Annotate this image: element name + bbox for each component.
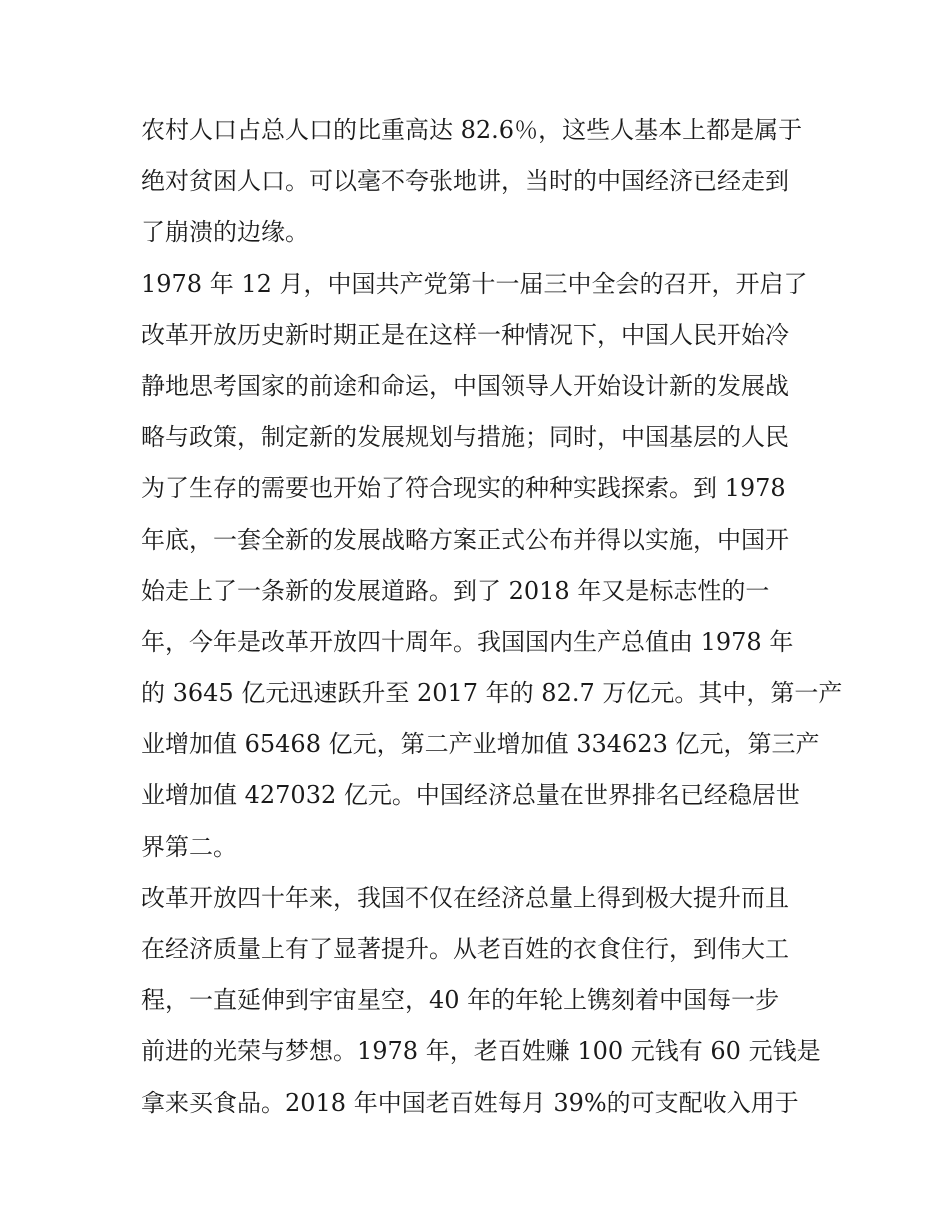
text-line: 改革开放历史新时期正是在这样一种情况下，中国人民开始冷 [141, 320, 789, 349]
text-line: 农村人口占总人口的比重高达 82.6％，这些人基本上都是属于 [141, 116, 803, 144]
text-line: 的 3645 亿元迅速跃升至 2017 年的 82.7 万亿元。其中，第一产 [141, 679, 843, 708]
text-line: 在经济质量上有了显著提升。从老百姓的衣食住行，到伟大工 [141, 935, 789, 963]
text-line: 前进的光荣与梦想。1978 年，老百姓赚 100 元钱有 60 元钱是 [141, 1037, 821, 1066]
text-line: 程，一直延伸到宇宙星空，40 年的年轮上镌刻着中国每一步 [141, 986, 780, 1015]
text-line: 改革开放四十年来，我国不仅在经济总量上得到极大提升而且 [141, 883, 789, 912]
text-line: 拿来买食品。2018 年中国老百姓每月 39%的可支配收入用于 [141, 1088, 799, 1117]
text-line: 界第二。 [141, 832, 237, 861]
text-line: 绝对贫困人口。可以毫不夸张地讲，当时的中国经济已经走到 [141, 167, 789, 196]
text-line: 业增加值 427032 亿元。中国经济总量在世界排名已经稳居世 [141, 781, 800, 810]
text-line: 年，今年是改革开放四十周年。我国国内生产总值由 1978 年 [141, 627, 794, 656]
text-line: 为了生存的需要也开始了符合现实的种种实践探索。到 1978 [141, 474, 786, 503]
body-text [141, 105, 843, 1129]
text-line: 静地思考国家的前途和命运，中国领导人开始设计新的发展战 [141, 371, 789, 400]
text-line: 略与政策，制定新的发展规划与措施；同时，中国基层的人民 [141, 423, 789, 452]
text-line: 始走上了一条新的发展道路。到了 2018 年又是标志性的一 [141, 576, 770, 605]
text-line: 年底，一套全新的发展战略方案正式公布并得以实施，中国开 [141, 525, 789, 554]
text-line: 了崩溃的边缘。 [141, 218, 309, 247]
text-line: 业增加值 65468 亿元，第二产业增加值 334623 亿元，第三产 [141, 730, 820, 759]
text-line: 1978 年 12 月，中国共产党第十一届三中全会的召开，开启了 [141, 269, 808, 298]
